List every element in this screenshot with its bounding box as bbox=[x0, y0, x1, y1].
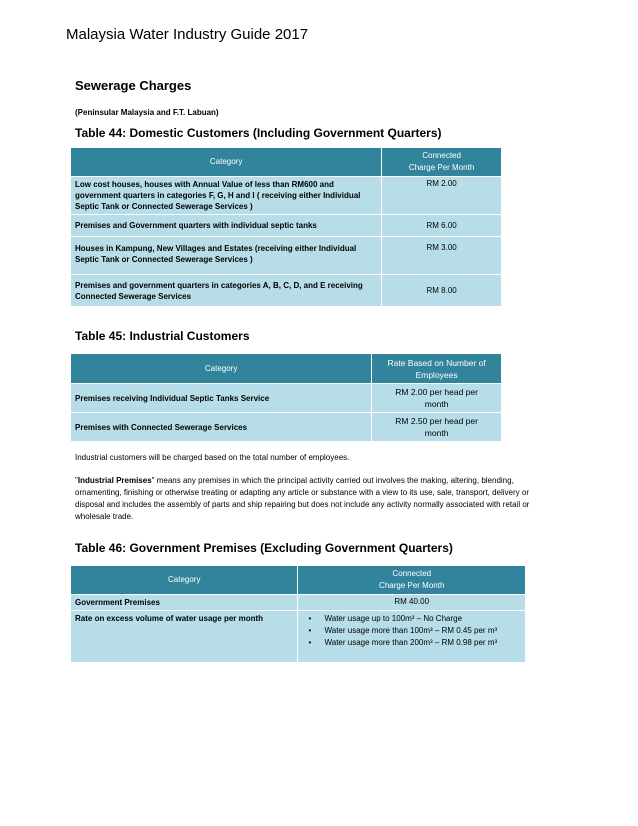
usage-bullet-list bbox=[302, 613, 521, 649]
table-46 bbox=[70, 565, 526, 663]
table-46-row2-bullets bbox=[298, 611, 526, 663]
table-row bbox=[71, 275, 502, 307]
table-44-caption: Table 44: Domestic Customers (Including Government Quarters) bbox=[75, 126, 442, 140]
definition-term: Industrial Premises bbox=[77, 476, 152, 485]
table-row bbox=[71, 611, 526, 663]
table-44-row3-charge: RM 3.00 bbox=[382, 237, 502, 275]
industrial-premises-definition bbox=[75, 475, 545, 523]
employees-note: Industrial customers will be charged based on the total number of employees. bbox=[75, 453, 350, 462]
table-44-header-category: Category bbox=[71, 148, 382, 177]
list-item bbox=[302, 613, 521, 625]
bullet-icon: • bbox=[308, 638, 312, 647]
definition-text: " means any premises in which the principal activity carried out involves the making, altering, blending, ornamenting, finishing or otherwise treating or adapting any article or substance with a view to its use, sale, transport, delivery or disposal and includes the assembly of parts and ship repairing but does not include any activity normally associated with retail or wholesale trade. bbox=[75, 476, 530, 521]
list-item bbox=[302, 637, 521, 649]
region-note: (Peninsular Malaysia and F.T. Labuan) bbox=[75, 108, 219, 117]
table-row bbox=[71, 177, 502, 215]
table-44-row1-charge: RM 2.00 bbox=[382, 177, 502, 215]
table-row bbox=[71, 595, 526, 611]
table-44-row3-category: Houses in Kampung, New Villages and Estates (receiving either Individual Septic Tank or Connected Sewerage Services ) bbox=[71, 237, 382, 275]
table-45-row1-category: Premises receiving Individual Septic Tanks Service bbox=[71, 384, 372, 413]
table-row bbox=[71, 215, 502, 237]
bullet-icon: • bbox=[308, 626, 312, 635]
bullet-icon: • bbox=[308, 614, 312, 623]
table-44-header-charge: Connected Charge Per Month bbox=[382, 148, 502, 177]
table-45-header-rate: Rate Based on Number of Employees bbox=[372, 354, 502, 384]
table-45-header-category: Category bbox=[71, 354, 372, 384]
table-46-header-charge: Connected Charge Per Month bbox=[298, 566, 526, 595]
table-row bbox=[71, 413, 502, 442]
definition-open-quote: " bbox=[75, 476, 78, 485]
table-46-header-category: Category bbox=[71, 566, 298, 595]
table-46-row1-charge: RM 40.00 bbox=[298, 595, 526, 611]
list-item bbox=[302, 625, 521, 637]
usage-tier-2: Water usage more than 100m³ – RM 0.45 per m³ bbox=[324, 626, 498, 635]
table-44-row1-category: Low cost houses, houses with Annual Value of less than RM600 and government quarters in categories F, G, H and I ( receiving either Individual Septic Tank or Connected Sewerage Services ) bbox=[71, 177, 382, 215]
usage-tier-3: Water usage more than 200m³ – RM 0.98 per m³ bbox=[324, 638, 498, 647]
section-title: Sewerage Charges bbox=[75, 78, 192, 93]
table-44-row2-charge: RM 6.00 bbox=[382, 215, 502, 237]
table-row bbox=[71, 384, 502, 413]
table-46-row1-category: Government Premises bbox=[71, 595, 298, 611]
table-46-caption: Table 46: Government Premises (Excluding Government Quarters) bbox=[75, 541, 453, 555]
table-45-caption: Table 45: Industrial Customers bbox=[75, 329, 250, 343]
table-44-row4-category: Premises and government quarters in categories A, B, C, D, and E receiving Connected Sewerage Services bbox=[71, 275, 382, 307]
table-45-row2-rate: RM 2.50 per head per month bbox=[372, 413, 502, 442]
table-45-row2-category: Premises with Connected Sewerage Services bbox=[71, 413, 372, 442]
table-44 bbox=[70, 147, 502, 307]
table-45 bbox=[70, 353, 502, 442]
table-row bbox=[71, 237, 502, 275]
usage-tier-1: Water usage up to 100m³ – No Charge bbox=[324, 614, 463, 623]
document-title: Malaysia Water Industry Guide 2017 bbox=[66, 26, 309, 43]
table-46-row2-category: Rate on excess volume of water usage per month bbox=[71, 611, 298, 663]
table-44-row4-charge: RM 8.00 bbox=[382, 275, 502, 307]
table-45-row1-rate: RM 2.00 per head per month bbox=[372, 384, 502, 413]
table-44-row2-category: Premises and Government quarters with individual septic tanks bbox=[71, 215, 382, 237]
